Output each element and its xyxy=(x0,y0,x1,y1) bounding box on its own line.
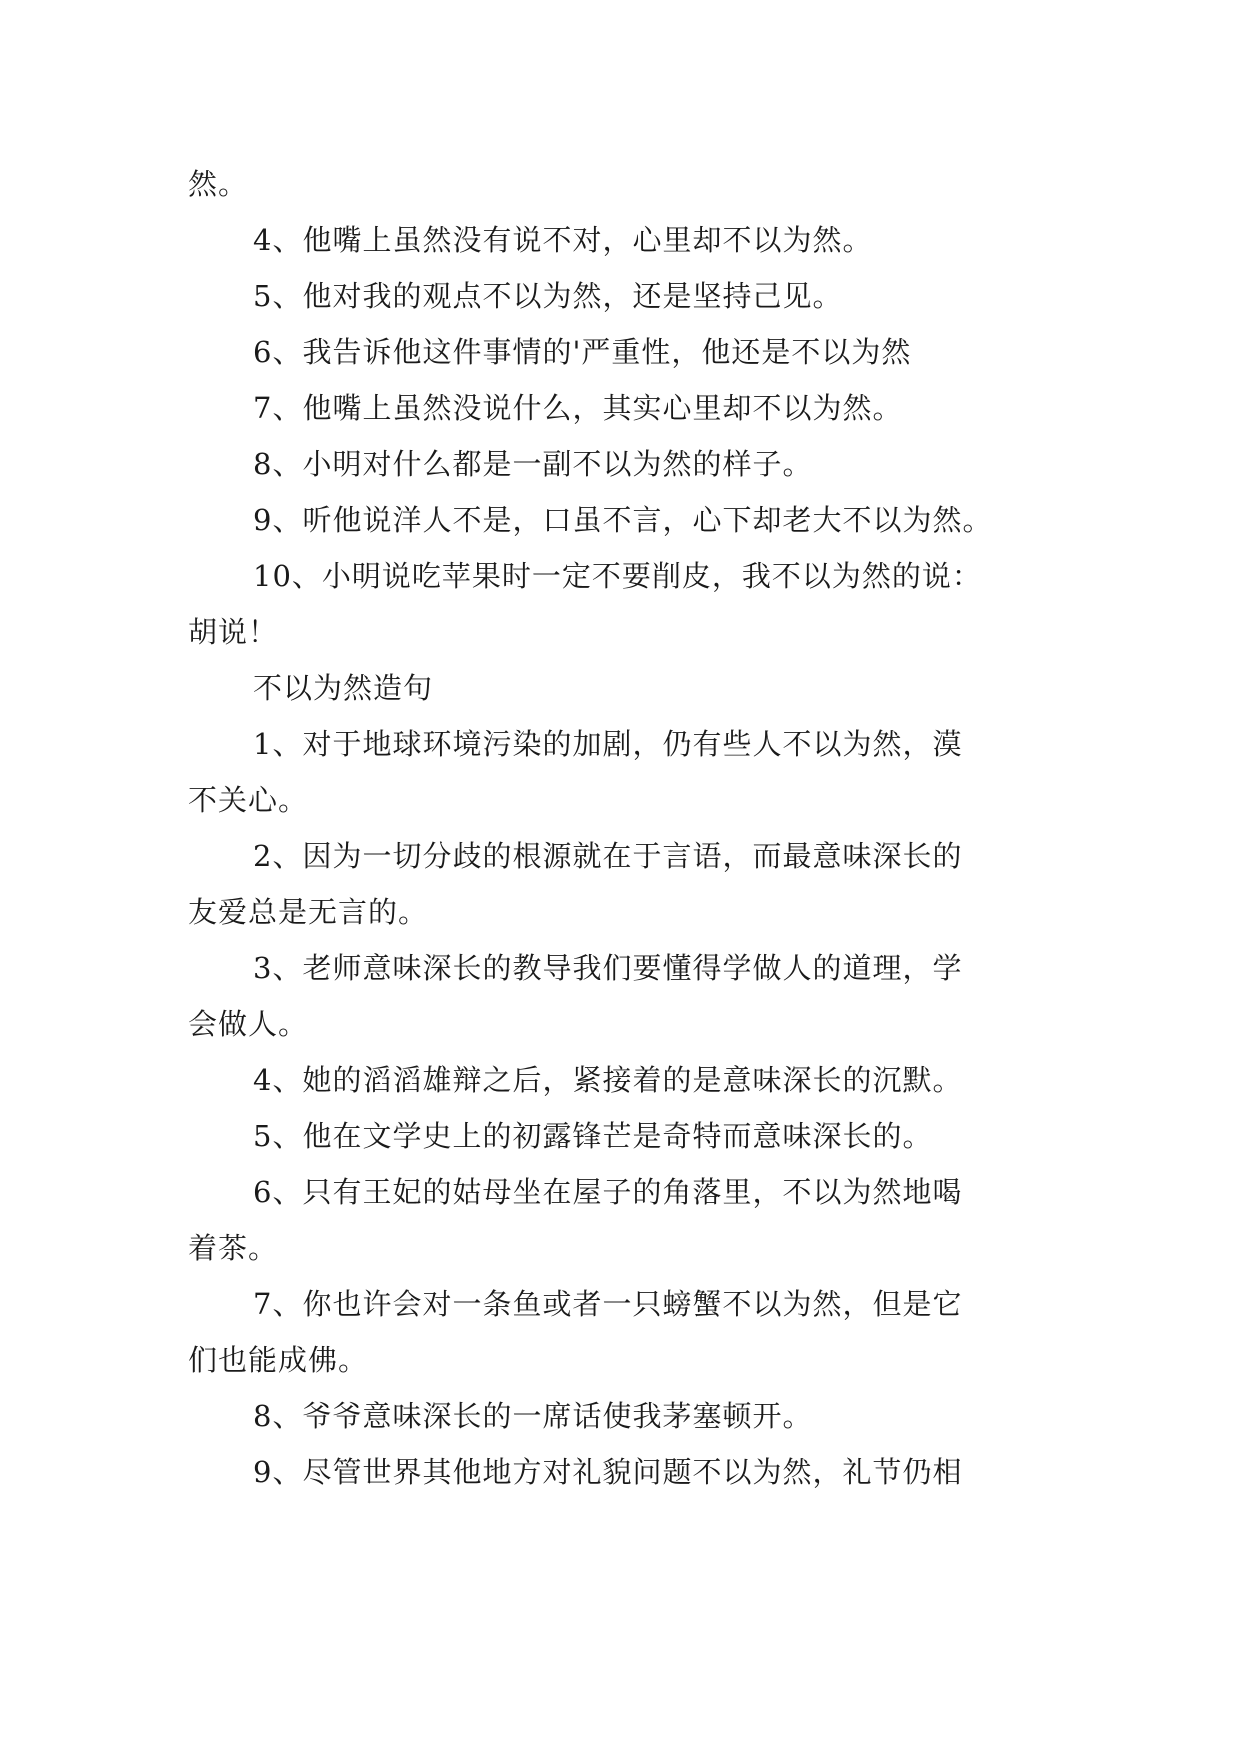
text-line: 们也能成佛。 xyxy=(188,1343,369,1377)
text-line: 7、你也许会对一条鱼或者一只螃蟹不以为然，但是它 xyxy=(253,1287,963,1321)
text-line: 不关心。 xyxy=(188,783,309,817)
text-line: 6、我告诉他这件事情的'严重性，他还是不以为然 xyxy=(253,335,912,369)
document-body xyxy=(188,156,1068,1500)
text-line: 9、听他说洋人不是，口虽不言，心下却老大不以为然。 xyxy=(253,503,993,537)
text-line: 6、只有王妃的姑母坐在屋子的角落里，不以为然地喝 xyxy=(253,1175,963,1209)
text-line: 会做人。 xyxy=(188,1007,309,1041)
text-line: 3、老师意味深长的教导我们要懂得学做人的道理，学 xyxy=(253,951,963,985)
text-line: 10、小明说吃苹果时一定不要削皮，我不以为然的说： xyxy=(253,559,982,593)
text-line: 5、他在文学史上的初露锋芒是奇特而意味深长的。 xyxy=(253,1119,933,1153)
text-line: 不以为然造句 xyxy=(253,671,434,705)
text-line: 8、小明对什么都是一副不以为然的样子。 xyxy=(253,447,813,481)
text-line: 8、爷爷意味深长的一席话使我茅塞顿开。 xyxy=(253,1399,813,1433)
text-line: 友爱总是无言的。 xyxy=(188,895,429,929)
text-line: 然。 xyxy=(188,167,249,201)
text-line: 4、他嘴上虽然没有说不对，心里却不以为然。 xyxy=(253,223,873,257)
text-line: 着茶。 xyxy=(188,1231,279,1265)
text-line: 7、他嘴上虽然没说什么，其实心里却不以为然。 xyxy=(253,391,903,425)
text-line: 2、因为一切分歧的根源就在于言语，而最意味深长的 xyxy=(253,839,963,873)
text-line: 5、他对我的观点不以为然，还是坚持己见。 xyxy=(253,279,843,313)
text-line: 胡说！ xyxy=(188,615,279,649)
text-line: 1、对于地球环境污染的加剧，仍有些人不以为然，漠 xyxy=(253,727,963,761)
text-line: 4、她的滔滔雄辩之后，紧接着的是意味深长的沉默。 xyxy=(253,1063,963,1097)
text-line: 9、尽管世界其他地方对礼貌问题不以为然，礼节仍相 xyxy=(253,1455,963,1489)
